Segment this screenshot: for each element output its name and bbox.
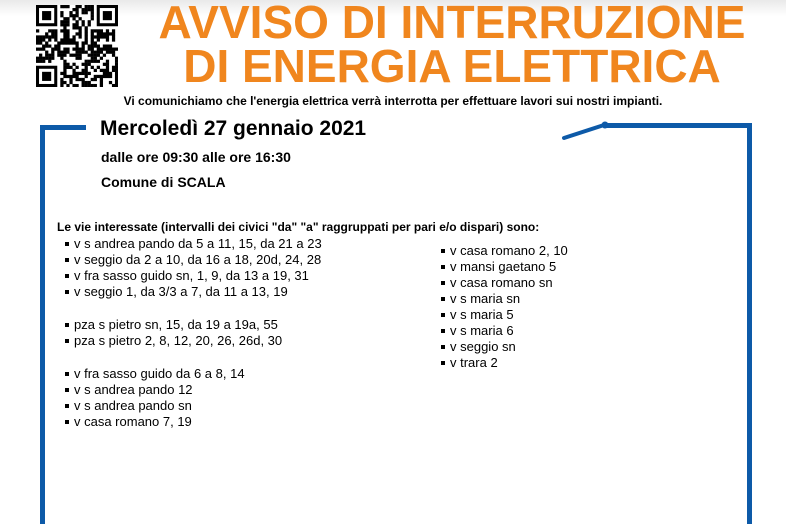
list-item: v seggio da 2 a 10, da 16 a 18, 20d, 24, 28 xyxy=(64,252,364,268)
comune-label: Comune di xyxy=(101,174,174,190)
title-line-1: AVVISO DI INTERRUZIONE xyxy=(158,0,746,48)
list-item: v casa romano sn xyxy=(440,275,720,291)
list-item: v trara 2 xyxy=(440,355,720,371)
comune-name: SCALA xyxy=(177,174,226,190)
list-item: v s andrea pando da 5 a 11, 15, da 21 a 23 xyxy=(64,236,364,252)
list-item: v seggio sn xyxy=(440,339,720,355)
frame-right-border xyxy=(747,123,752,524)
qr-code xyxy=(36,5,118,87)
interruption-hours: dalle ore 09:30 alle ore 16:30 xyxy=(101,149,291,165)
interruption-date: Mercoledì 27 gennaio 2021 xyxy=(100,117,367,140)
list-item: v fra sasso guido da 6 a 8, 14 xyxy=(64,366,364,382)
list-item: v s andrea pando sn xyxy=(64,398,364,414)
pen-stroke-decoration xyxy=(560,120,620,142)
notice-title xyxy=(118,0,786,92)
list-item: v casa romano 7, 19 xyxy=(64,414,364,430)
list-item: v mansi gaetano 5 xyxy=(440,259,720,275)
list-item: v s andrea pando 12 xyxy=(64,382,364,398)
list-item: v s maria sn xyxy=(440,291,720,307)
streets-heading: Le vie interessate (intervalli dei civici "da" "a" raggruppati per pari e/o dispari) sono: xyxy=(57,220,540,234)
list-item: v fra sasso guido sn, 1, 9, da 13 a 19, 31 xyxy=(64,268,364,284)
list-item: v s maria 6 xyxy=(440,323,720,339)
notice-subtitle: Vi comunichiamo che l'energia elettrica verrà interrotta per effettuare lavori sui nostri impianti. xyxy=(123,94,663,108)
comune-line xyxy=(101,174,226,191)
list-item: v seggio 1, da 3/3 a 7, da 11 a 13, 19 xyxy=(64,284,364,300)
qr-code-graphic xyxy=(36,5,118,87)
streets-list-right xyxy=(440,243,720,371)
frame-left-border xyxy=(40,125,45,524)
streets-list-left xyxy=(64,236,364,430)
list-item: v casa romano 2, 10 xyxy=(440,243,720,259)
list-item: v s maria 5 xyxy=(440,307,720,323)
list-item: pza s pietro sn, 15, da 19 a 19a, 55 xyxy=(64,317,364,333)
frame-top-left-border xyxy=(40,125,86,130)
title-line-2: DI ENERGIA ELETTRICA xyxy=(183,40,721,92)
list-item: pza s pietro 2, 8, 12, 20, 26, 26d, 30 xyxy=(64,333,364,349)
frame-top-right-border xyxy=(606,123,752,128)
